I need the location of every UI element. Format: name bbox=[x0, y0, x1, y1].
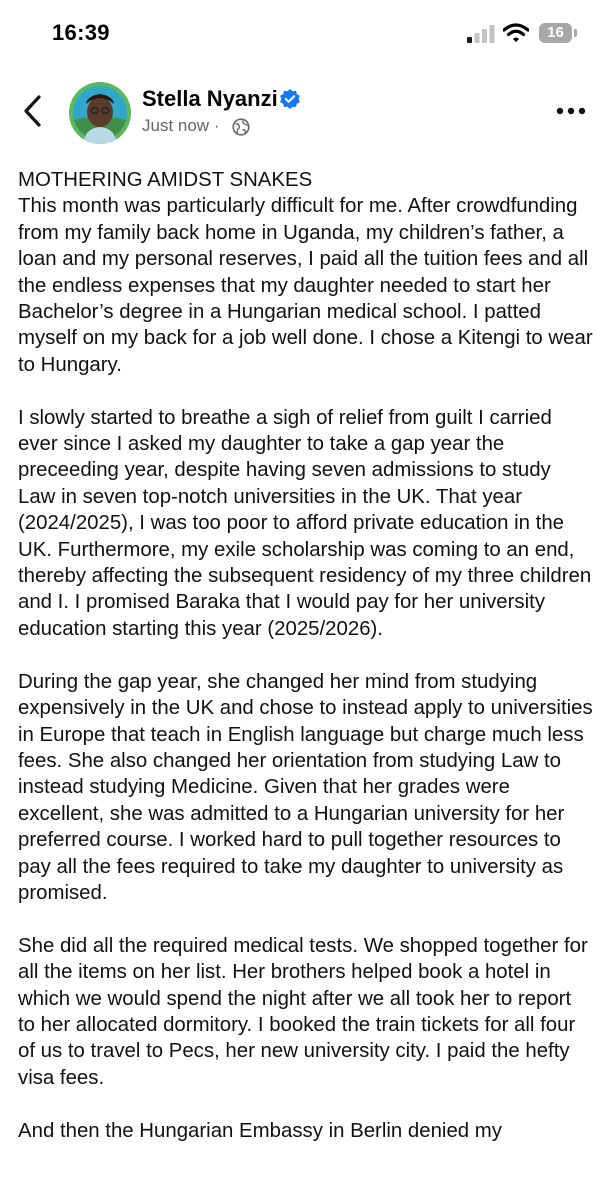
wifi-icon bbox=[503, 23, 529, 43]
meta-separator: · bbox=[213, 116, 220, 135]
battery-icon: 16 bbox=[539, 23, 572, 43]
post-timestamp[interactable]: Just now bbox=[142, 116, 210, 135]
post-paragraph: During the gap year, she changed her mind from studying expensively in the UK and chose to instead apply to universities in Europe that teach in English language but charge much less fees. She also changed her orientation from studying Law to instead studying Medicine. Given that her grades were excellent, she was admitted to a Hungarian university for her preferred course. I worked hard to pull together resources to pay all the fees required to take my daughter to university as promised. bbox=[18, 670, 593, 904]
status-bar bbox=[0, 0, 607, 60]
avatar-image bbox=[69, 82, 131, 144]
post-paragraph: This month was particularly difficult for me. After crowdfunding from my family back home in Uganda, my children’s father, a loan and my personal reserves, I paid all the tuition fees and all the endless expenses that my daughter needed to start her Bachelor’s degree in a Hungarian medical school. I patted myself on my back for a job well done. I chose a Kitengi to wear to Hungary. bbox=[18, 195, 593, 376]
post-paragraph: She did all the required medical tests. We shopped together for all the items on her list. Her brothers helped book a hotel in which we would spend the night after we all took her to report to her allocated dormitory. I booked the train tickets for all four of us to travel to Pecs, her new university city. I paid the hefty visa fees. bbox=[18, 934, 588, 1089]
post-paragraph: I slowly started to breathe a sigh of relief from guilt I carried ever since I asked my daughter to take a gap year the preceeding year, despite having seven admissions to study Law in seven top-notch universities in the UK. That year (2024/2025), I was too poor to afford private education in the UK. Furthermore, my exile scholarship was coming to an end, thereby affecting the subsequent residency of my three children and I. I promised Baraka that I would pay for her university education starting this year (2025/2026). bbox=[18, 406, 592, 640]
back-arrow-icon[interactable] bbox=[20, 94, 46, 128]
avatar[interactable] bbox=[69, 82, 131, 144]
author-name[interactable]: Stella Nyanzi bbox=[142, 86, 278, 111]
post-header bbox=[0, 70, 607, 160]
battery-nub bbox=[574, 29, 577, 37]
post-title: MOTHERING AMIDST SNAKES bbox=[18, 169, 313, 191]
post-body bbox=[18, 167, 593, 1170]
post-paragraph: And then the Hungarian Embassy in Berlin denied my bbox=[18, 1119, 502, 1142]
verified-badge-icon bbox=[279, 88, 301, 110]
post-meta bbox=[142, 116, 220, 136]
signal-icon bbox=[467, 25, 495, 43]
more-options-icon[interactable] bbox=[556, 106, 586, 116]
status-time: 16:39 bbox=[52, 20, 110, 45]
globe-icon bbox=[232, 118, 250, 136]
